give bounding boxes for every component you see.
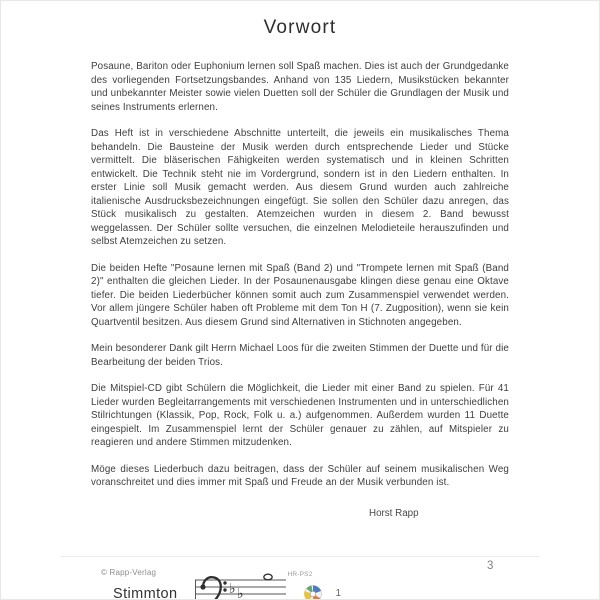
footer-catalog-number: HR-PS2: [287, 571, 313, 578]
paragraph: Die Mitspiel-CD gibt Schülern die Möglichkeit, die Lieder mit einer Band zu spielen. Für 41 Lieder wurden Begleitarrangements mit verschiedenen Instrumenten und in unterschiedlichen Stilrichtungen (Klassik, Pop, Rock, Folk u. a.) aufgenommen. Außerdem wurden 11 Duette eingespielt. Im Zusammenspiel lernt der Schüler genauer zu zählen, auf Mitspieler zu reagieren und andere Stimmen mitzudenken.: [91, 383, 509, 448]
cd-track-number: 1: [335, 588, 341, 599]
paragraph: Möge dieses Liederbuch dazu beitragen, dass der Schüler auf seinem musikalischen Weg voranschreitet und dies immer mit Spaß und Freude an der Musik verbunden ist.: [91, 463, 509, 488]
cd-icon: [304, 585, 322, 600]
footer-divider: [61, 556, 539, 557]
paragraph: Das Heft ist in verschiedene Abschnitte unterteilt, die jeweils ein musikalisches Thema behandeln. Die Bausteine der Musik werden durch entsprechende Lieder und Stücke vermittelt. Die bläserischen Fähigkeiten werden systematisch und in kleinen Schritten entwickelt. Die Technik steht nie im Vordergrund, sondern ist in den Liedern enthalten. In erster Linie soll Musik gemacht werden. Aus diesem Grund wurden auch zahlreiche italienische Ausdrucksbezeichnungen eingefügt. Sie sollen den Schüler dazu anregen, das Stück musikalisch zu gestalten. Atemzeichen wurden in diesem 2. Band bewusst weggelassen. Der Schüler sollte versuchen, die einzelnen Melodieteile herauszufinden und selbst Atemzeichen zu setzen.: [91, 128, 509, 247]
page-title: Vorwort: [263, 17, 337, 38]
flat-sign-icon: ♭: [237, 584, 245, 600]
flat-sign-icon: ♭: [229, 579, 237, 596]
author-signature: Horst Rapp: [369, 507, 419, 519]
paragraph: Die beiden Hefte "Posaune lernen mit Spaß (Band 2) und "Trompete lernen mit Spaß (Band 2)" enthalten die gleichen Lieder. In der Posaunenausgabe klingen diese genau eine Oktave tiefer. Die beiden Liederbücher können somit auch zum Zusammenspiel verwendet werden. Vor allem jüngere Schüler haben oft Probleme mit dem Ton H (7. Zugposition), wenn sie kein Quartventil besitzen. Aus diesem Grund sind Alternativen in Stichnoten angegeben.: [91, 262, 509, 328]
footer-copyright: © Rapp-Verlag: [101, 568, 157, 577]
footer-page-number: 3: [487, 560, 494, 572]
tuning-label: Stimmton: [113, 585, 178, 600]
paragraph: Mein besonderer Dank gilt Herrn Michael Loos für die zweiten Stimmen der Duette und für die Bearbeitung der beiden Trios.: [91, 343, 509, 368]
bass-clef-icon: [201, 577, 227, 600]
paragraph: Posaune, Bariton oder Euphonium lernen soll Spaß machen. Dies ist auch der Grundgedanke des vorliegenden Fortsetzungsbandes. Anhand von 135 Liedern, Musikstücken bekannter und unbekannter Meister sowie vielen Duetten soll der Schüler die Grundlagen der Musik und seines Instruments erlernen.: [91, 61, 509, 113]
preface-text: [91, 60, 509, 519]
cd-track-indicator: [304, 585, 322, 600]
